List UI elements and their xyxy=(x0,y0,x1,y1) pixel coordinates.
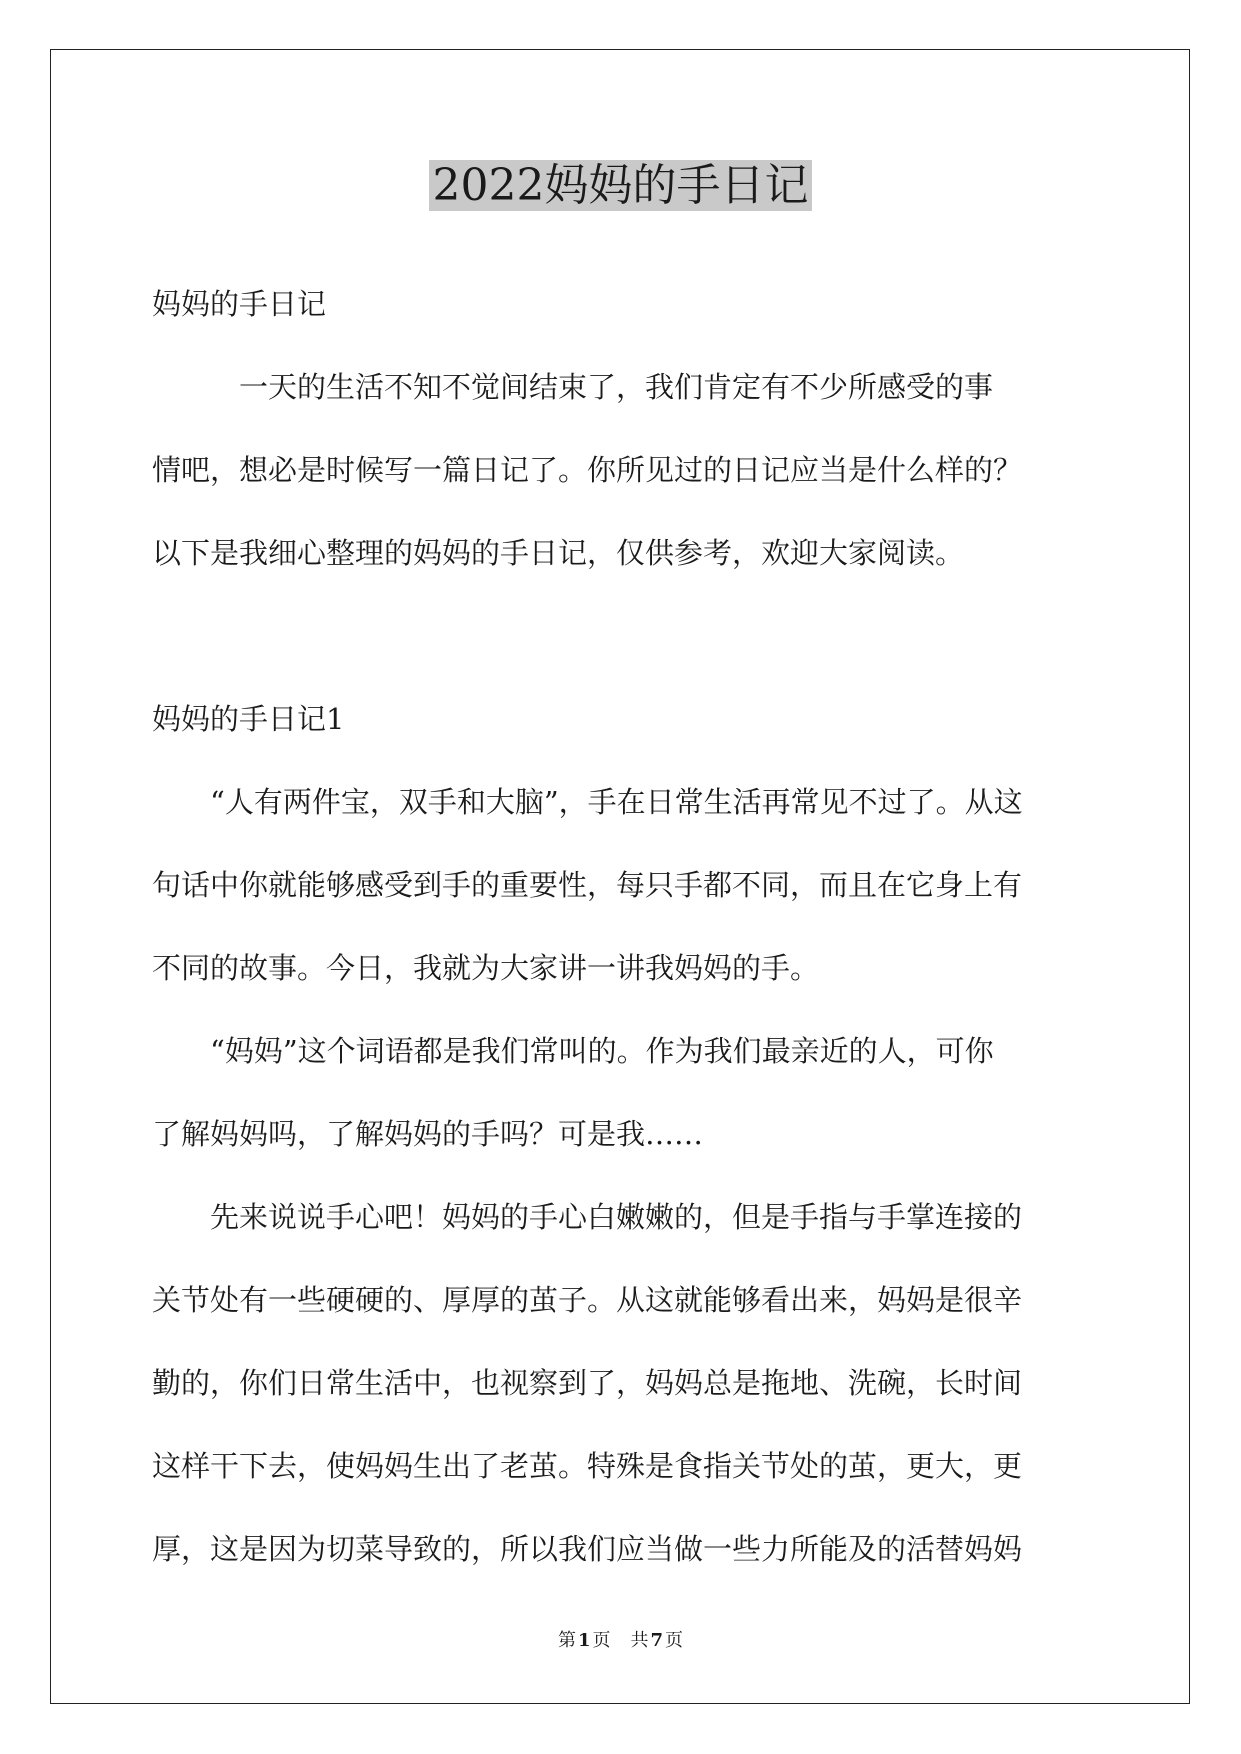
body-line: 不同的故事。今日，我就为大家讲一讲我妈妈的手。 xyxy=(152,951,820,985)
document-title-text: 2022妈妈的手日记 xyxy=(429,160,813,211)
intro-line: 以下是我细心整理的妈妈的手日记，仅供参考，欢迎大家阅读。 xyxy=(152,536,965,570)
total-suffix: 页 xyxy=(665,1630,684,1651)
page-suffix: 页 xyxy=(592,1630,611,1651)
body-line: 了解妈妈吗，了解妈妈的手吗？可是我…… xyxy=(152,1117,704,1151)
intro-heading: 妈妈的手日记 xyxy=(152,287,327,321)
body-line: 先来说说手心吧！妈妈的手心白嫩嫩的，但是手指与手掌连接的 xyxy=(152,1200,1023,1234)
section-heading: 妈妈的手日记1 xyxy=(152,702,345,736)
total-prefix: 共 xyxy=(630,1630,649,1651)
body-line: 句话中你就能够感受到手的重要性，每只手都不同，而且在它身上有 xyxy=(152,868,1023,902)
page-footer xyxy=(0,1629,1241,1653)
body-line: 勤的，你们日常生活中，也视察到了，妈妈总是拖地、洗碗，长时间 xyxy=(152,1366,1023,1400)
total-pages: 7 xyxy=(650,1630,664,1651)
page-number: 1 xyxy=(577,1630,591,1651)
intro-line: 情吧，想必是时候写一篇日记了。你所见过的日记应当是什么样的？ xyxy=(152,453,1023,487)
body-line: “妈妈”这个词语都是我们常叫的。作为我们最亲近的人，可你 xyxy=(152,1034,994,1068)
intro-line: 一天的生活不知不觉间结束了，我们肯定有不少所感受的事 xyxy=(152,370,994,404)
body-line: 厚，这是因为切菜导致的，所以我们应当做一些力所能及的活替妈妈 xyxy=(152,1532,1023,1566)
document-body xyxy=(152,263,1092,1591)
body-line: 这样干下去，使妈妈生出了老茧。特殊是食指关节处的茧，更大，更 xyxy=(152,1449,1023,1483)
spacer xyxy=(152,595,1092,678)
page-prefix: 第 xyxy=(557,1630,576,1651)
body-line: 关节处有一些硬硬的、厚厚的茧子。从这就能够看出来，妈妈是很辛 xyxy=(152,1283,1023,1317)
body-line: “人有两件宝，双手和大脑”，手在日常生活再常见不过了。从这 xyxy=(152,785,1023,819)
document-title xyxy=(0,158,1241,214)
